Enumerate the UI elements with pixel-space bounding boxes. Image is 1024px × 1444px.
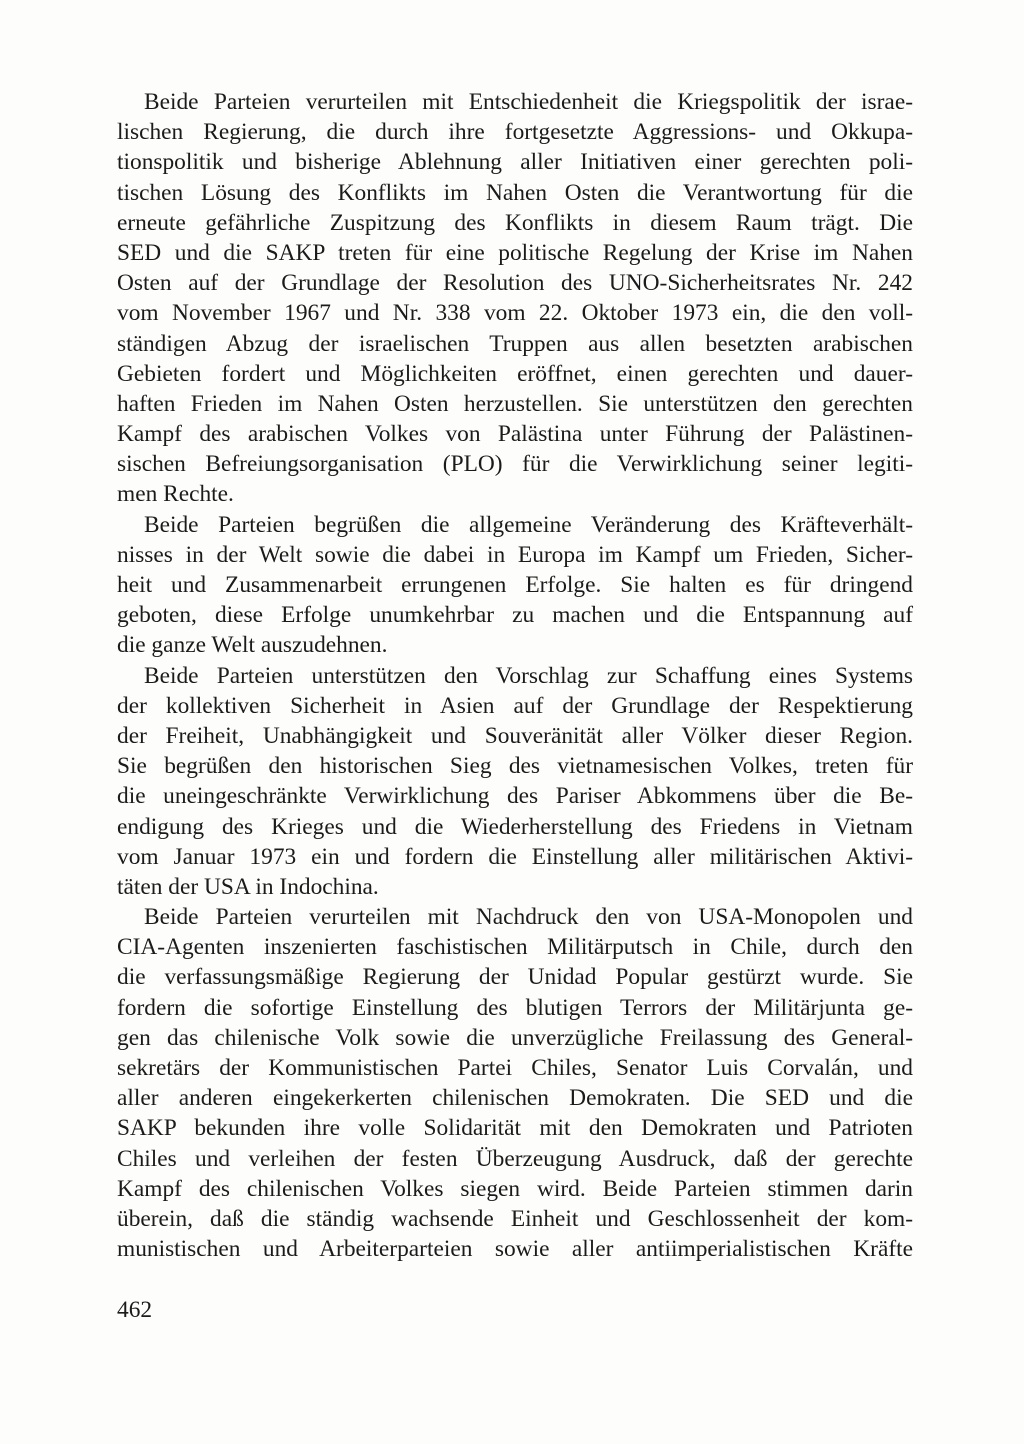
text-line: Chiles und verleihen der festen Überzeugung Ausdruck, daß der gerechte <box>117 1145 913 1172</box>
text-line: ständigen Abzug der israelischen Truppen aus allen besetzten arabischen <box>117 330 913 357</box>
text-line: geboten, diese Erfolge unumkehrbar zu machen und die Entspannung auf <box>117 602 913 629</box>
text-line: erneute gefährliche Zuspitzung des Konflikts in diesem Raum trägt. Die <box>117 209 913 236</box>
text-line: Kampf des chilenischen Volkes siegen wird. Beide Parteien stimmen darin <box>117 1175 913 1202</box>
text-line: aller anderen eingekerkerten chilenischen Demokraten. Die SED und die <box>117 1085 913 1112</box>
text-line: der kollektiven Sicherheit in Asien auf der Grundlage der Respektierung <box>117 692 913 719</box>
text-line: Beide Parteien verurteilen mit Nachdruck den von USA-Monopolen und <box>144 904 913 931</box>
text-line: Beide Parteien begrüßen die allgemeine Veränderung des Kräfteverhält- <box>144 511 913 538</box>
text-line: Osten auf der Grundlage der Resolution des UNO-Sicherheitsrates Nr. 242 <box>117 270 913 297</box>
text-line: die verfassungsmäßige Regierung der Unidad Popular gestürzt wurde. Sie <box>117 964 913 991</box>
text-line: gen das chilenische Volk sowie die unverzügliche Freilassung des General- <box>117 1024 913 1051</box>
text-line: täten der USA in Indochina. <box>117 873 379 900</box>
text-line: Gebieten fordert und Möglichkeiten eröffnet, einen gerechten und dauer- <box>117 360 913 387</box>
text-line: sekretärs der Kommunistischen Partei Chiles, Senator Luis Corvalán, und <box>117 1055 913 1081</box>
paragraph-chile <box>117 902 913 1264</box>
page-number: 462 <box>117 1297 153 1323</box>
text-line: nisses in der Welt sowie die dabei in Europa im Kampf um Frieden, Sicher- <box>117 541 913 568</box>
text-line: haften Frieden im Nahen Osten herzustellen. Sie unterstützen den gerechten <box>117 390 913 417</box>
body-text <box>117 87 913 1264</box>
text-line: SED und die SAKP treten für eine politische Regelung der Krise im Nahen <box>117 239 913 266</box>
text-line: die ganze Welt auszudehnen. <box>117 632 388 659</box>
text-line: men Rechte. <box>117 481 234 508</box>
text-line: tischen Lösung des Konflikts im Nahen Osten die Verantwortung für die <box>117 179 913 206</box>
text-line: fordern die sofortige Einstellung des blutigen Terrors der Militärjunta ge- <box>117 994 913 1021</box>
text-line: vom November 1967 und Nr. 338 vom 22. Oktober 1973 ein, die den voll- <box>117 300 913 327</box>
text-line: Beide Parteien unterstützen den Vorschlag zur Schaffung eines Systems <box>144 662 913 689</box>
text-line: Beide Parteien verurteilen mit Entschiedenheit die Kriegspolitik der israe- <box>144 89 913 115</box>
paragraph-asia <box>117 661 913 903</box>
text-line: SAKP bekunden ihre volle Solidarität mit den Demokraten und Patrioten <box>117 1115 913 1142</box>
text-line: vom Januar 1973 ein und fordern die Einstellung aller militärischen Aktivi- <box>117 843 913 870</box>
text-line: heit und Zusammenarbeit errungenen Erfolge. Sie halten es für dringend <box>117 572 913 598</box>
paragraph-israel <box>117 87 913 510</box>
text-line: die uneingeschränkte Verwirklichung des Pariser Abkommens über die Be- <box>117 783 913 810</box>
text-line: Sie begrüßen den historischen Sieg des vietnamesischen Volkes, treten für <box>117 753 913 780</box>
text-line: der Freiheit, Unabhängigkeit und Souveränität aller Völker dieser Region. <box>117 722 913 749</box>
text-line: überein, daß die ständig wachsende Einheit und Geschlossenheit der kom- <box>117 1205 913 1232</box>
text-line: Kampf des arabischen Volkes von Palästina unter Führung der Palästinen- <box>117 421 913 448</box>
text-line: tionspolitik und bisherige Ablehnung aller Initiativen einer gerechten poli- <box>117 149 913 176</box>
text-line: CIA-Agenten inszenierten faschistischen Militärputsch in Chile, durch den <box>117 934 913 961</box>
paragraph-europe <box>117 510 913 661</box>
text-line: lischen Regierung, die durch ihre fortgesetzte Aggressions- und Okkupa- <box>117 119 913 146</box>
text-line: endigung des Krieges und die Wiederherstellung des Friedens in Vietnam <box>117 813 913 840</box>
text-line: munistischen und Arbeiterparteien sowie aller antiimperialistischen Kräfte <box>117 1236 913 1263</box>
text-line: sischen Befreiungsorganisation (PLO) für die Verwirklichung seiner legiti- <box>117 451 913 478</box>
